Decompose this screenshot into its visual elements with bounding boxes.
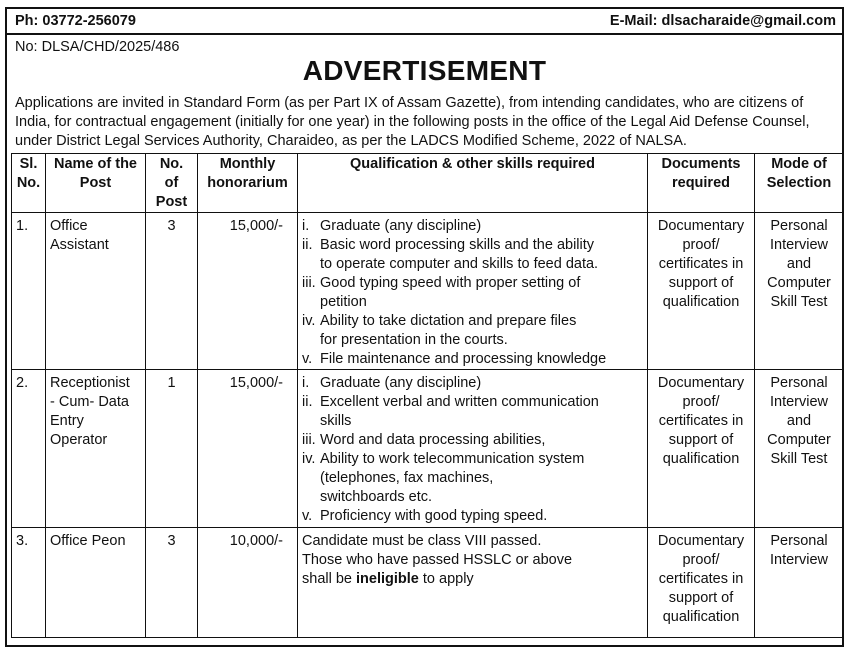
qualification-item: iii. Word and data processing abilities, — [302, 432, 546, 448]
phone-number: Ph: 03772-256079 — [15, 13, 136, 29]
intro-paragraph — [15, 94, 838, 151]
header-sl-no: Sl. No. — [12, 154, 46, 213]
qualification-item: v. File maintenance and processing knowledge — [302, 351, 607, 367]
cell-post: Receptionist - Cum- Data Entry Operator — [46, 370, 146, 528]
intro-line: Applications are invited in Standard Form (as per Part IX of Assam Gazette), from intending candidates, who are citizens of — [15, 95, 804, 111]
table-row — [12, 370, 844, 528]
qualification-item: iv. Ability to take dictation and prepare files for presentation in the courts. — [302, 313, 577, 348]
cell-qualification — [298, 213, 648, 370]
qualification-item: v. Proficiency with good typing speed. — [302, 508, 548, 524]
email-address: E-Mail: dlsacharaide@gmail.com — [609, 13, 836, 29]
header-post-count: No. of Post — [146, 154, 198, 213]
qualification-item: iii. Good typing speed with proper setting of petition — [302, 275, 581, 310]
table-header-row — [12, 154, 844, 213]
header-qualification: Qualification & other skills required — [298, 154, 648, 213]
intro-line: India, for contractual engagement (initially for one year) in the following posts in the office of the Legal Aid Defense Counsel, — [15, 114, 810, 130]
qualification-item: i. Graduate (any discipline) — [302, 218, 482, 234]
cell-documents: Documentary proof/ certificates in support of qualification — [648, 370, 755, 528]
eligibility-line: Those who have passed HSSLC or above — [302, 552, 573, 568]
cell-honorarium: 15,000/- — [198, 213, 298, 370]
cell-post: Office Peon — [46, 528, 146, 638]
cell-selection-mode: Personal Interview and Computer Skill Test — [755, 370, 844, 528]
cell-count: 3 — [146, 528, 198, 638]
eligibility-line: Candidate must be class VIII passed. — [302, 533, 542, 549]
intro-line: under District Legal Services Authority, Charaideo, as per the LADCS Modified Scheme, 2022 of NALSA. — [15, 133, 687, 149]
cell-selection-mode: Personal Interview and Computer Skill Test — [755, 213, 844, 370]
cell-qualification — [298, 370, 648, 528]
table-row — [12, 213, 844, 370]
reference-number: No: DLSA/CHD/2025/486 — [15, 39, 180, 55]
cell-qualification — [298, 528, 648, 638]
qualification-item: iv. Ability to work telecommunication system (telephones, fax machines, switchboards etc. — [302, 451, 585, 505]
cell-documents: Documentary proof/ certificates in support of qualification — [648, 528, 755, 638]
cell-sl: 1. — [12, 213, 46, 370]
posts-table — [11, 153, 844, 638]
cell-sl: 3. — [12, 528, 46, 638]
cell-post: Office Assistant — [46, 213, 146, 370]
ineligible-emphasis: ineligible — [356, 571, 419, 587]
header-honorarium: Monthly honorarium — [198, 154, 298, 213]
qualification-item: ii. Excellent verbal and written communication skills — [302, 394, 599, 429]
header-documents: Documents required — [648, 154, 755, 213]
page-title: ADVERTISEMENT — [302, 55, 547, 86]
cell-count: 3 — [146, 213, 198, 370]
cell-selection-mode: Personal Interview — [755, 528, 844, 638]
qualification-item: ii. Basic word processing skills and the ability to operate computer and skills to feed data. — [302, 237, 599, 272]
header-post-name: Name of the Post — [46, 154, 146, 213]
eligibility-line: shall be ineligible to apply — [302, 571, 474, 587]
cell-documents: Documentary proof/ certificates in support of qualification — [648, 213, 755, 370]
cell-honorarium: 10,000/- — [198, 528, 298, 638]
table-row — [12, 528, 844, 638]
advertisement-frame — [5, 7, 844, 647]
cell-count: 1 — [146, 370, 198, 528]
cell-sl: 2. — [12, 370, 46, 528]
contact-bar — [7, 9, 842, 35]
qualification-item: i. Graduate (any discipline) — [302, 375, 482, 391]
header-selection-mode: Mode of Selection — [755, 154, 844, 213]
cell-honorarium: 15,000/- — [198, 370, 298, 528]
